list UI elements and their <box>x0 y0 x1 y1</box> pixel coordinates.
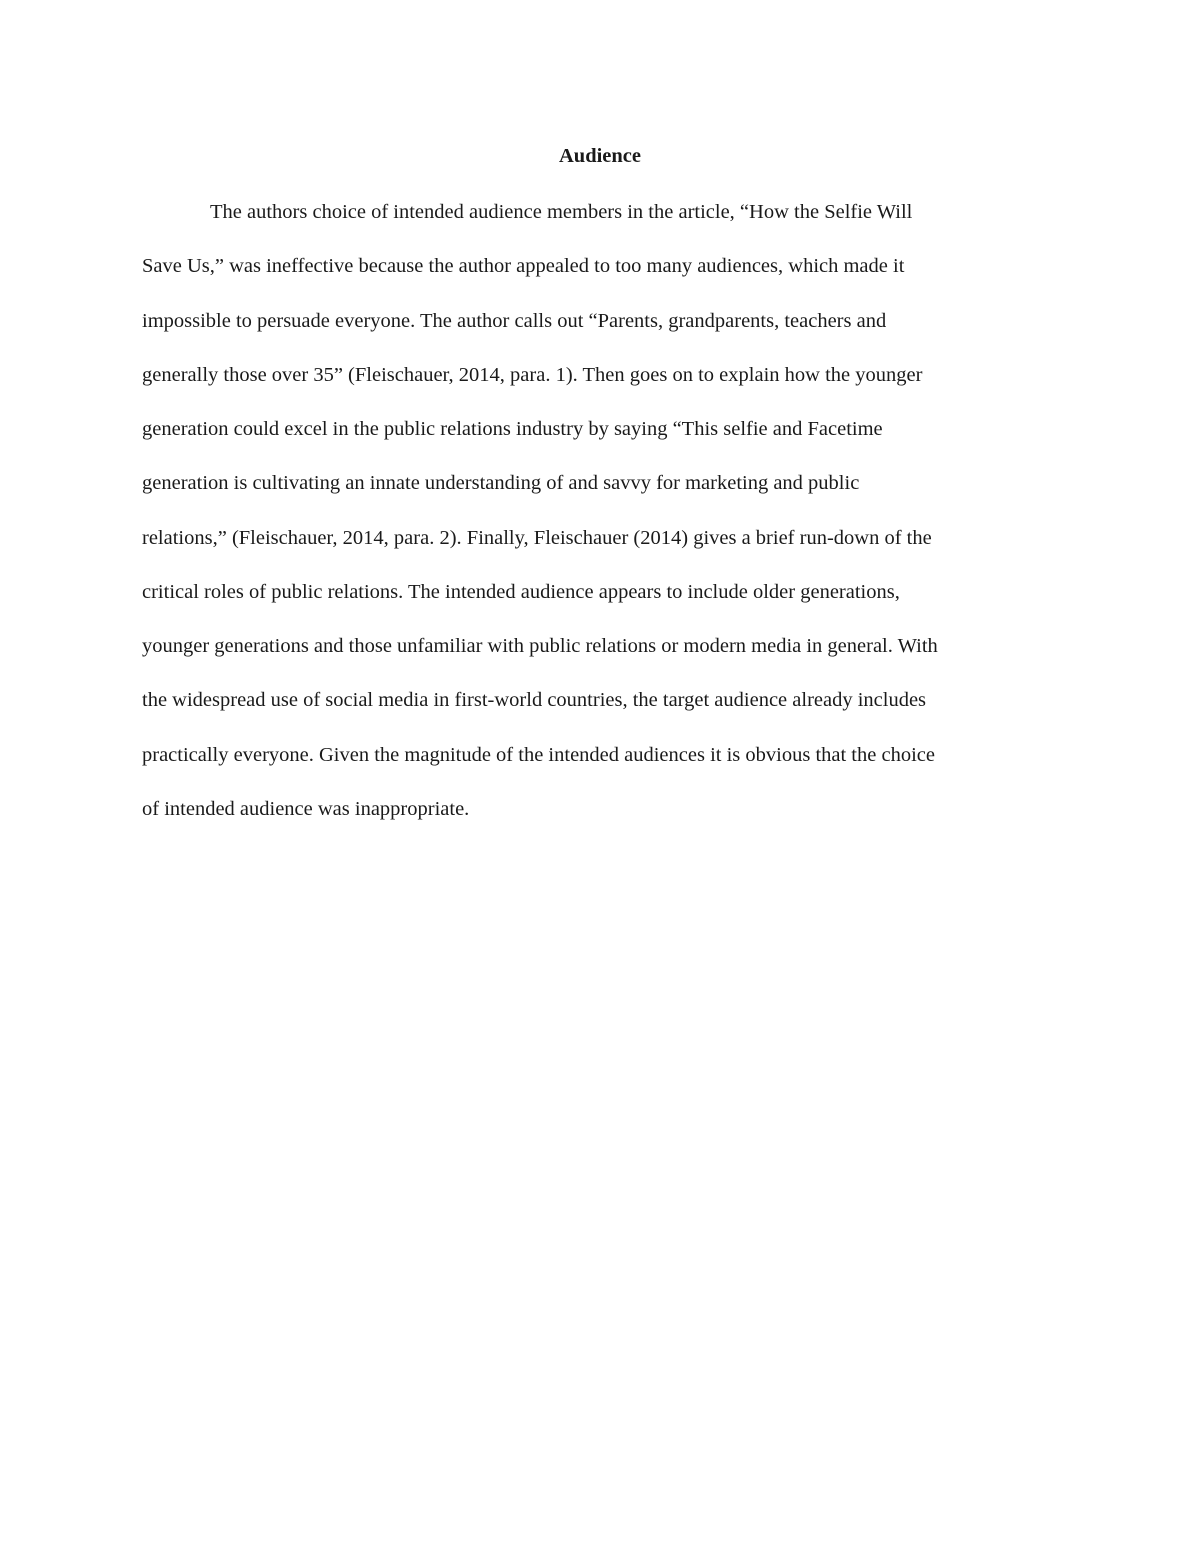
body-paragraph <box>142 198 1072 849</box>
paragraph-line: practically everyone. Given the magnitude of the intended audiences it is obvious that the choice <box>142 743 935 766</box>
paragraph-line: generation could excel in the public relations industry by saying “This selfie and Facetime <box>142 418 883 440</box>
paragraph-line: generation is cultivating an innate understanding of and savvy for marketing and public <box>142 472 860 495</box>
paragraph-line: relations,” (Fleischauer, 2014, para. 2). Finally, Fleischauer (2014) gives a brief run-down of the <box>142 526 932 549</box>
paragraph-line: Save Us,” was ineffective because the author appealed to too many audiences, which made it <box>142 255 905 278</box>
paragraph-line: critical roles of public relations. The intended audience appears to include older generations, <box>142 580 900 603</box>
paragraph-line: the widespread use of social media in first-world countries, the target audience already includes <box>142 689 927 712</box>
paragraph-line: The authors choice of intended audience members in the article, “How the Selfie Will <box>210 201 913 223</box>
page-title: Audience <box>559 145 641 167</box>
paragraph-line: impossible to persuade everyone. The author calls out “Parents, grandparents, teachers and <box>142 309 887 332</box>
paragraph-line: of intended audience was inappropriate. <box>142 797 470 820</box>
paragraph-line: younger generations and those unfamiliar with public relations or modern media in general. With <box>142 635 938 657</box>
paragraph-line: generally those over 35” (Fleischauer, 2014, para. 1). Then goes on to explain how the younger <box>142 363 923 386</box>
